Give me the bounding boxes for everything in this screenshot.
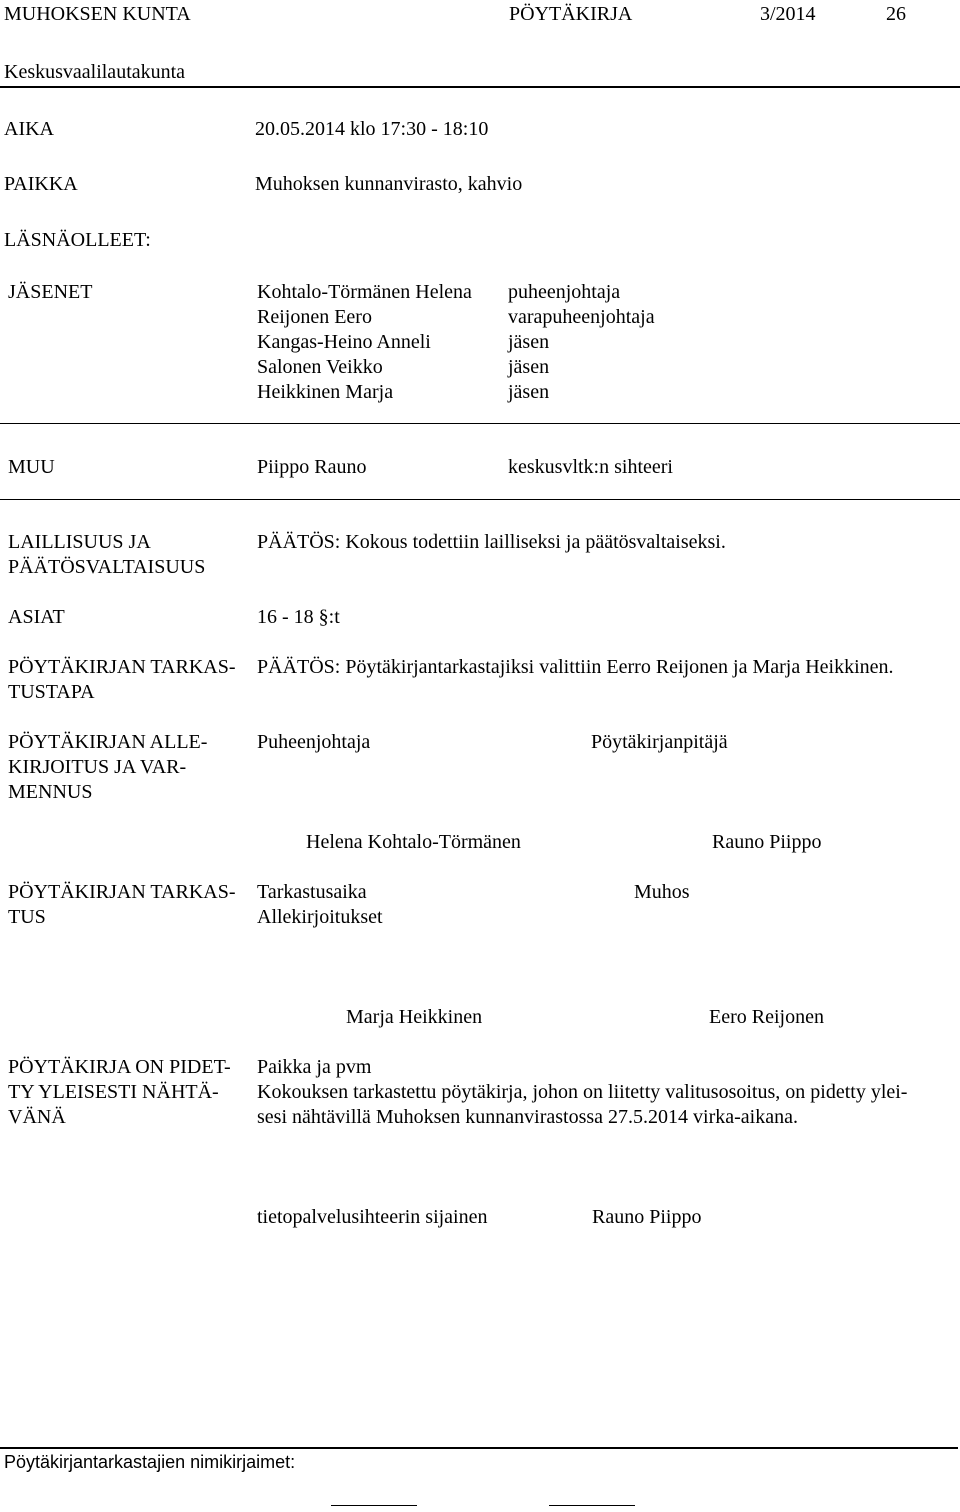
member-name: Kohtalo-Törmänen Helena	[257, 281, 472, 303]
committee-name: Keskusvaalilautakunta	[4, 61, 186, 83]
review-signatures-label: Allekirjoitukset	[257, 906, 383, 928]
review-label-line2: TUS	[8, 906, 46, 928]
public-label-line2: TY YLEISESTI NÄHTÄ-	[8, 1081, 219, 1103]
place-date-label: Paikka ja pvm	[257, 1056, 372, 1078]
public-label-line1: PÖYTÄKIRJA ON PIDET-	[8, 1056, 231, 1078]
initials-label: Pöytäkirjantarkastajien nimikirjaimet:	[4, 1452, 296, 1472]
member-role: puheenjohtaja	[508, 281, 621, 303]
certifier-name: Rauno Piippo	[592, 1206, 702, 1228]
initials-line-2	[549, 1505, 635, 1506]
member-name: Reijonen Eero	[257, 306, 372, 328]
items-label: ASIAT	[8, 606, 65, 628]
initials-line-1	[331, 1505, 417, 1506]
signing-label-line3: MENNUS	[8, 781, 93, 803]
chair-name: Helena Kohtalo-Törmänen	[306, 831, 521, 853]
document-number: 3/2014	[760, 3, 816, 25]
document-type: PÖYTÄKIRJA	[509, 3, 633, 25]
legality-label-line2: PÄÄTÖSVALTAISUUS	[8, 556, 206, 578]
certifier-title: tietopalvelusihteerin sijainen	[257, 1206, 488, 1228]
reviewer-name-2: Eero Reijonen	[709, 1006, 824, 1028]
time-label: AIKA	[4, 118, 54, 140]
legality-decision: PÄÄTÖS: Kokous todettiin lailliseksi ja päätösvaltaiseksi.	[257, 531, 726, 553]
items-value: 16 - 18 §:t	[257, 606, 340, 628]
municipality-name: MUHOKSEN KUNTA	[4, 3, 191, 25]
member-role: jäsen	[508, 381, 550, 403]
legality-label-line1: LAILLISUUS JA	[8, 531, 151, 553]
section-rule	[0, 499, 960, 500]
member-role: jäsen	[508, 331, 550, 353]
place-value: Muhoksen kunnanvirasto, kahvio	[255, 173, 523, 195]
review-method-decision: PÄÄTÖS: Pöytäkirjantarkastajiksi valittiin Eerro Reijonen ja Marja Heikkinen.	[257, 656, 894, 678]
reviewer-name-1: Marja Heikkinen	[346, 1006, 483, 1028]
public-text-line1: Kokouksen tarkastettu pöytäkirja, johon on liitetty valitusosoitus, on pidetty ylei-	[257, 1081, 908, 1103]
member-role: varapuheenjohtaja	[508, 306, 655, 328]
other-role: keskusvltk:n sihteeri	[508, 456, 673, 478]
public-label-line3: VÄNÄ	[8, 1106, 66, 1128]
page-number: 26	[886, 3, 906, 25]
member-name: Salonen Veikko	[257, 356, 383, 378]
review-place: Muhos	[634, 881, 690, 903]
place-label: PAIKKA	[4, 173, 78, 195]
member-role: jäsen	[508, 356, 550, 378]
header-rule	[0, 86, 960, 88]
section-rule	[0, 423, 960, 424]
other-label: MUU	[8, 456, 55, 478]
members-label: JÄSENET	[8, 281, 93, 303]
signing-label-line2: KIRJOITUS JA VAR-	[8, 756, 187, 778]
member-name: Heikkinen Marja	[257, 381, 394, 403]
public-text-line2: sesi nähtävillä Muhoksen kunnanvirastossa 27.5.2014 virka-aikana.	[257, 1106, 798, 1128]
footer-rule	[0, 1447, 958, 1449]
other-name: Piippo Rauno	[257, 456, 367, 478]
present-label: LÄSNÄOLLEET:	[4, 229, 151, 251]
chair-title: Puheenjohtaja	[257, 731, 371, 753]
secretary-name: Rauno Piippo	[712, 831, 822, 853]
review-label-line1: PÖYTÄKIRJAN TARKAS-	[8, 881, 236, 903]
review-method-label-line2: TUSTAPA	[8, 681, 95, 703]
member-name: Kangas-Heino Anneli	[257, 331, 431, 353]
review-time-label: Tarkastusaika	[257, 881, 367, 903]
review-method-label-line1: PÖYTÄKIRJAN TARKAS-	[8, 656, 236, 678]
time-value: 20.05.2014 klo 17:30 - 18:10	[255, 118, 489, 140]
secretary-title: Pöytäkirjanpitäjä	[591, 731, 728, 753]
signing-label-line1: PÖYTÄKIRJAN ALLE-	[8, 731, 208, 753]
